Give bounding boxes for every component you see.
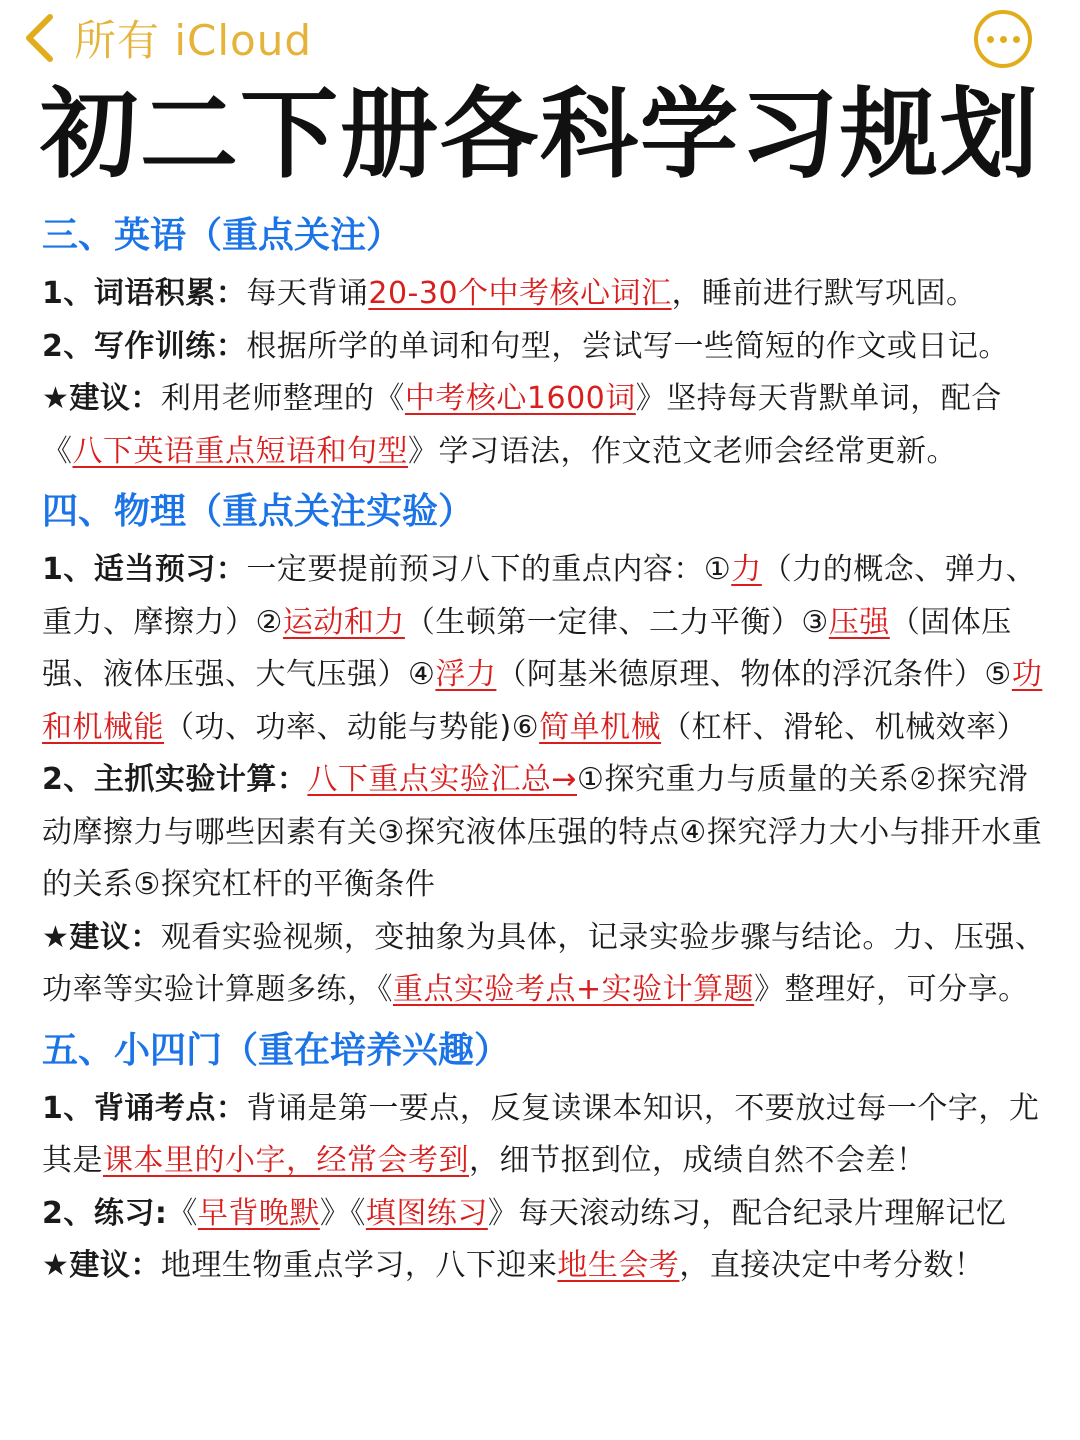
text: （力的概念、弹力、重力、摩擦力）② (42, 552, 1037, 640)
paragraph-label: 2、写作训练： (42, 328, 247, 364)
more-dot-icon (987, 36, 994, 43)
highlight-link[interactable]: 早背晚默 (197, 1195, 320, 1231)
highlight-link[interactable]: 功和机械能 (42, 657, 1043, 745)
text: 每天背诵 (246, 276, 369, 311)
english-suggestion (42, 373, 1058, 478)
paragraph-label: ★建议： (42, 381, 161, 416)
paragraph-label: 1、适当预习： (42, 552, 247, 587)
text: 一定要提前预习八下的重点内容：① (246, 552, 732, 587)
highlight-link[interactable]: 运动和力 (282, 604, 405, 640)
highlight-link[interactable]: 八下重点实验汇总→ (307, 762, 578, 797)
highlight-link[interactable]: 浮力 (435, 657, 497, 692)
back-label: 所有 iCloud (74, 16, 312, 65)
highlight-link[interactable]: 重点实验考点+实验计算题 (393, 972, 755, 1007)
text: 》学习语法，作文范文老师会经常更新。 (408, 433, 957, 469)
highlight-link[interactable]: 地生会考 (557, 1248, 680, 1283)
text: 利用老师整理的《 (160, 381, 405, 416)
section-heading-minor-subjects: 五、小四门（重在培养兴趣） (42, 1029, 511, 1071)
text: ，直接决定中考分数！ (679, 1248, 985, 1283)
text: ，细节抠到位，成绩自然不会差！ (469, 1143, 927, 1178)
text: 》整理好，可分享。 (754, 972, 1029, 1007)
highlight-link[interactable]: 八下英语重点短语和句型 (72, 433, 408, 469)
more-dot-icon (1013, 36, 1020, 43)
text: （生顿第一定律、二力平衡）③ (404, 604, 829, 640)
text: ，睡前进行默写巩固。 (671, 276, 977, 311)
text: （杠杆、滑轮、机械效率） (661, 709, 1028, 745)
section-heading-english: 三、英语（重点关注） (42, 215, 403, 256)
highlight-link[interactable]: 简单机械 (539, 709, 662, 745)
page-title: 初二下册各科学习规划 (40, 78, 1041, 192)
highlight-link[interactable]: 课本里的小字，经常会考到 (103, 1143, 469, 1178)
highlight-link[interactable]: 中考核心1600词 (404, 381, 636, 416)
highlight-link[interactable]: 20-30个中考核心词汇 (368, 276, 672, 311)
text: 》每天滚动练习，配合纪录片理解记忆 (487, 1195, 1007, 1231)
text: 》坚持每天背默单词，配合《 (42, 381, 1002, 469)
physics-suggestion (42, 912, 1058, 1017)
minor-paragraph-2 (42, 1188, 1058, 1241)
text: （阿基米德原理、物体的浮沉条件）⑤ (496, 657, 1012, 692)
text: （固体压强、液体压强、大气压强）④ (42, 604, 1012, 692)
english-paragraph-2 (42, 321, 1058, 374)
paragraph-label: 1、词语积累： (42, 276, 247, 311)
english-paragraph-1 (42, 268, 1058, 321)
highlight-link[interactable]: 压强 (828, 604, 890, 640)
paragraph-label: ★建议： (42, 1248, 161, 1283)
text: 地理生物重点学习，八下迎来 (160, 1248, 558, 1283)
paragraph-label: ★建议： (42, 919, 161, 955)
minor-paragraph-1 (42, 1083, 1058, 1188)
text: 根据所学的单词和句型，尝试写一些简短的作文或日记。 (246, 328, 1009, 364)
paragraph-label: 1、背诵考点： (42, 1090, 247, 1126)
section-heading-physics: 四、物理（重点关注实验） (42, 491, 475, 532)
text: 《 (167, 1195, 198, 1231)
back-button[interactable] (22, 10, 312, 66)
highlight-link[interactable]: 力 (731, 552, 762, 587)
paragraph-label: 2、练习: (42, 1195, 168, 1231)
paragraph-label: 2、主抓实验计算： (42, 762, 308, 797)
more-dot-icon (1000, 36, 1007, 43)
chevron-left-icon (22, 12, 56, 64)
more-options-button[interactable] (974, 10, 1032, 68)
nav-bar (0, 0, 1080, 78)
text: （功、功率、动能与势能)⑥ (164, 709, 540, 745)
highlight-link[interactable]: 填图练习 (365, 1195, 488, 1231)
text: 观看实验视频，变抽象为具体，记录实验步骤与结论。力、压强、功率等实验计算题多练，《 (42, 919, 1046, 1007)
minor-suggestion (42, 1240, 1058, 1293)
physics-paragraph-2 (42, 754, 1058, 912)
note-body[interactable] (42, 208, 1058, 1293)
text: ①探究重力与质量的关系②探究滑动摩擦力与哪些因素有关③探究液体压强的特点④探究浮力大小与排开水重的关系⑤探究杠杆的平衡条件 (42, 762, 1043, 902)
text: 背诵是第一要点，反复读课本知识，不要放过每一个字，尤其是 (42, 1090, 1040, 1178)
text: 》《 (319, 1195, 366, 1231)
physics-paragraph-1 (42, 544, 1058, 754)
